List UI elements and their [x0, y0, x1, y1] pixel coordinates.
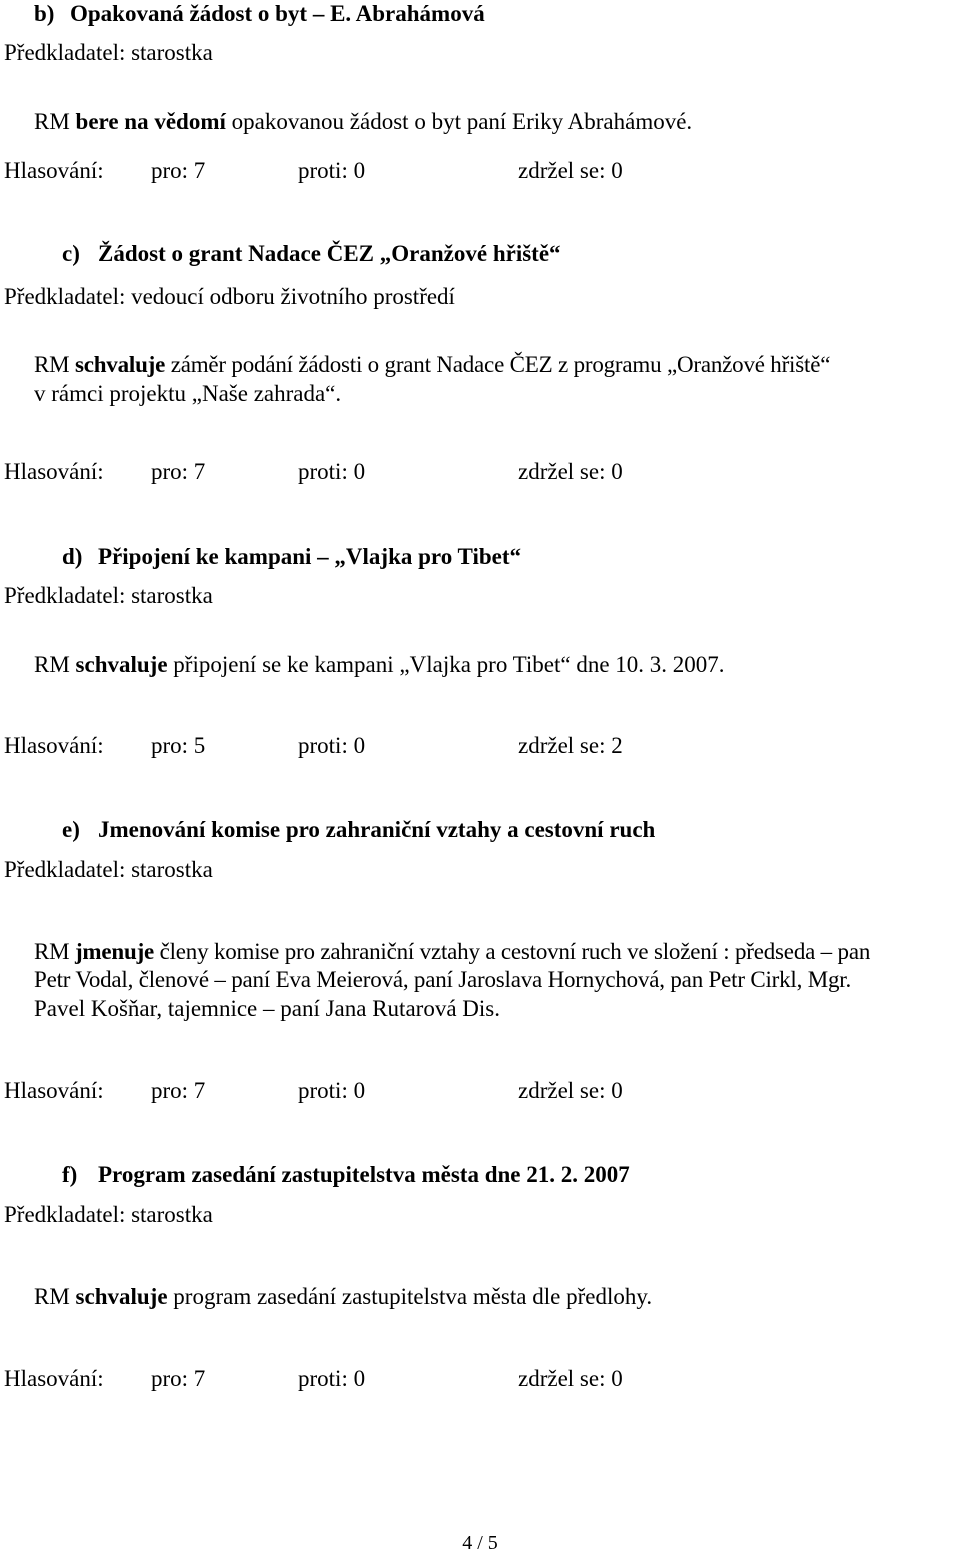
vote-proti: proti: 0: [298, 158, 366, 183]
section-d-resolution: RM schvaluje připojení se ke kampani „Vlajka pro Tibet“ dne 10. 3. 2007.: [34, 652, 725, 677]
section-c-verb: schvaluje: [74, 352, 166, 377]
section-f-title: Program zasedání zastupitelstva města dne 21. 2. 2007: [98, 1162, 630, 1187]
section-e-letter: e): [62, 817, 80, 842]
section-b-heading: [34, 0, 485, 28]
section-f-resolution: RM schvaluje program zasedání zastupitelstva města dle předlohy.: [34, 1284, 653, 1309]
section-f-vote: [4, 1365, 704, 1393]
section-d-heading: [62, 543, 521, 571]
section-c-presenter: Předkladatel: vedoucí odboru životního prostředí: [4, 284, 455, 309]
vote-proti: proti: 0: [298, 459, 366, 484]
section-d-verb: schvaluje: [75, 652, 168, 677]
section-c-title: Žádost o grant Nadace ČEZ „Oranžové hřiště“: [98, 241, 561, 266]
vote-pro: pro: 7: [151, 1078, 206, 1103]
section-c-resolution-line-2: v rámci projektu „Naše zahrada“.: [34, 381, 342, 406]
page-number: 4 / 5: [462, 1532, 498, 1554]
section-e-presenter: Předkladatel: starostka: [4, 857, 213, 882]
section-c-resolution-line-1: RM schvaluje záměr podání žádosti o grant Nadace ČEZ z programu „Oranžové hřiště“: [34, 352, 831, 377]
section-d-presenter: Předkladatel: starostka: [4, 583, 213, 608]
section-b-presenter: Předkladatel: starostka: [4, 40, 213, 65]
section-e-resolution-line-3: Pavel Košňar, tajemnice – paní Jana Rutarová Dis.: [34, 996, 500, 1021]
vote-label: Hlasování:: [4, 459, 104, 484]
section-e-resolution-line-2: Petr Vodal, členové – paní Eva Meierová, paní Jaroslava Hornychová, pan Petr Cirkl, Mgr.: [34, 967, 852, 992]
vote-zdrzel: zdržel se: 0: [518, 1366, 623, 1391]
vote-label: Hlasování:: [4, 1078, 104, 1103]
section-f-letter: f): [62, 1162, 78, 1187]
section-b-letter: b): [34, 1, 55, 26]
section-b-resolution: RM bere na vědomí opakovanou žádost o byt paní Eriky Abrahámové.: [34, 109, 693, 134]
section-c-vote: [4, 458, 704, 486]
vote-label: Hlasování:: [4, 1366, 104, 1391]
section-d-title: Připojení ke kampani – „Vlajka pro Tibet“: [98, 544, 522, 569]
section-c-letter: c): [62, 241, 80, 266]
section-e-vote: [4, 1077, 704, 1105]
vote-proti: proti: 0: [298, 733, 366, 758]
section-f-verb: schvaluje: [75, 1284, 168, 1309]
section-d-letter: d): [62, 544, 83, 569]
vote-label: Hlasování:: [4, 158, 104, 183]
section-b-verb: bere na vědomí: [75, 109, 226, 134]
section-f-heading: [62, 1161, 630, 1189]
vote-proti: proti: 0: [298, 1078, 366, 1103]
vote-pro: pro: 7: [151, 459, 206, 484]
vote-zdrzel: zdržel se: 0: [518, 459, 623, 484]
section-b-title: Opakovaná žádost o byt – E. Abrahámová: [70, 1, 485, 26]
section-e-title: Jmenování komise pro zahraniční vztahy a cestovní ruch: [98, 817, 656, 842]
vote-proti: proti: 0: [298, 1366, 366, 1391]
section-e-heading: [62, 816, 655, 844]
section-b-vote: [4, 157, 704, 185]
vote-pro: pro: 7: [151, 1366, 206, 1391]
vote-pro: pro: 7: [151, 158, 206, 183]
vote-zdrzel: zdržel se: 0: [518, 1078, 623, 1103]
vote-zdrzel: zdržel se: 2: [518, 733, 623, 758]
section-e-resolution-line-1: RM jmenuje členy komise pro zahraniční vztahy a cestovní ruch ve složení : předseda – pan: [34, 939, 871, 964]
section-c-heading: [62, 240, 561, 268]
section-d-vote: [4, 732, 704, 760]
section-e-verb: jmenuje: [74, 939, 155, 964]
vote-label: Hlasování:: [4, 733, 104, 758]
section-f-presenter: Předkladatel: starostka: [4, 1202, 213, 1227]
vote-zdrzel: zdržel se: 0: [518, 158, 623, 183]
vote-pro: pro: 5: [151, 733, 206, 758]
